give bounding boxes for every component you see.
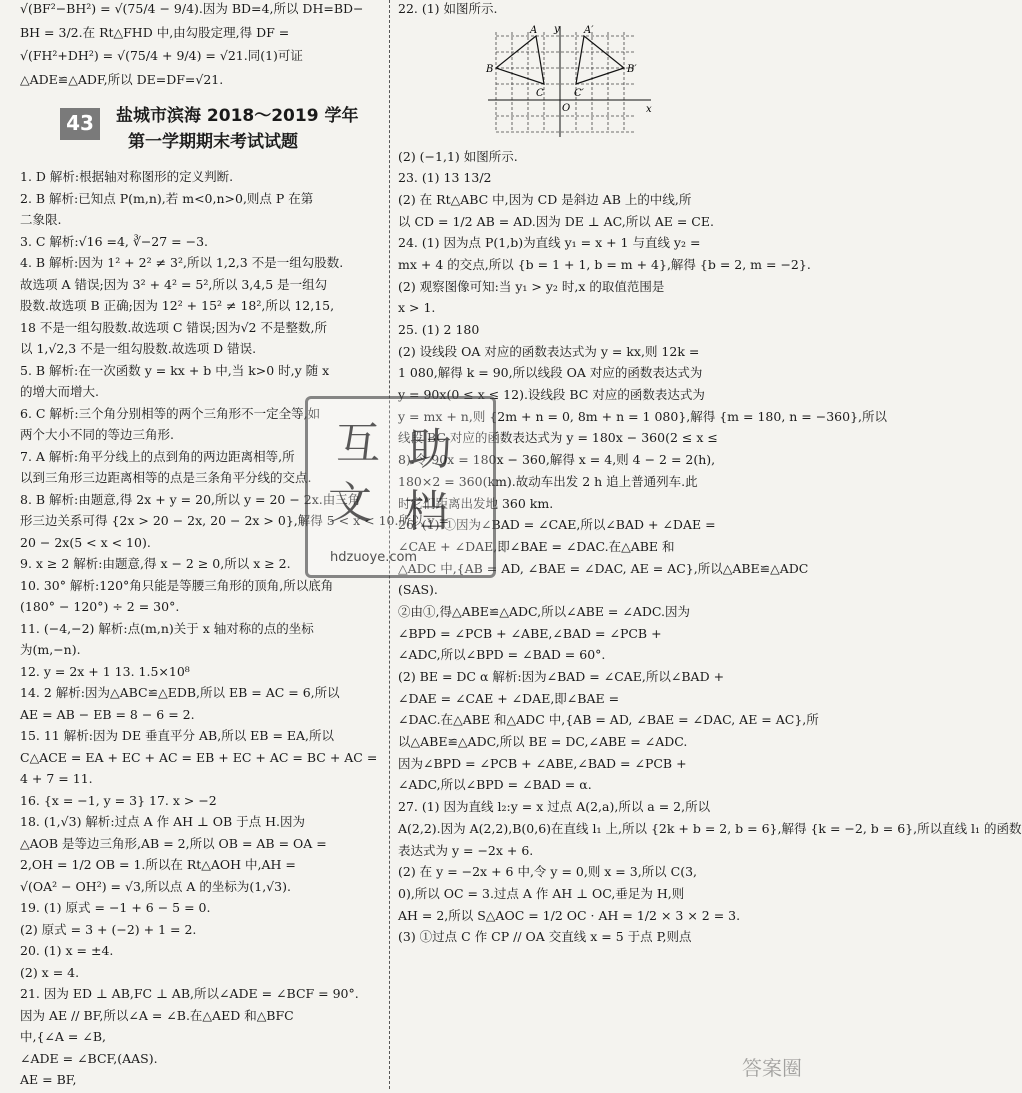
- point-label-c-prime: C′: [574, 87, 584, 99]
- text-line: 4. B 解析:因为 1² + 2² ≠ 3²,所以 1,2,3 不是一组勾股数.: [20, 255, 344, 270]
- text-line: 21. 因为 ED ⊥ AB,FC ⊥ AB,所以∠ADE = ∠BCF = 90°.: [20, 986, 359, 1001]
- text-line: △ADE≌△ADF,所以 DE=DF=√21.: [20, 71, 224, 87]
- text-line: 为(m,−n).: [20, 642, 81, 657]
- text-line: 180×2 = 360(km).故动车出发 2 h 追上普通列车.此: [398, 473, 698, 489]
- text-line: 形三边关系可得 {2x > 20 − 2x, 20 − 2x > 0},解得 5 < x < 10.所以 y =: [20, 513, 449, 528]
- text-line: (180° − 120°) ÷ 2 = 30°.: [20, 599, 180, 614]
- text-line: (2) 在 Rt△ABC 中,因为 CD 是斜边 AB 上的中线,所: [398, 191, 692, 207]
- text-line: 5. B 解析:在一次函数 y = kx + b 中,当 k>0 时,y 随 x: [20, 362, 330, 378]
- text-line: ∠BPD = ∠PCB + ∠ABE,∠BAD = ∠PCB +: [398, 625, 662, 641]
- point-label-c: C: [536, 87, 544, 99]
- section-title-line2: 第一学期期末考试试题: [128, 132, 298, 152]
- section-title-line1: 盐城市滨海 2018～2019 学年: [116, 106, 359, 126]
- text-line: 以到三角形三边距离相等的点是三条角平分线的交点.: [20, 470, 312, 485]
- text-line: (2) 设线段 OA 对应的函数表达式为 y = kx,则 12k =: [398, 343, 700, 359]
- section-header: [20, 98, 382, 160]
- text-line: 以 CD = 1/2 AB = AD.因为 DE ⊥ AC,所以 AE = CE.: [398, 213, 714, 229]
- text-line: (SAS).: [398, 582, 438, 598]
- watermark-stamp: [305, 396, 496, 578]
- point-label-a-prime: A′: [584, 24, 594, 36]
- text-line: 线段 BC 对应的函数表达式为 y = 180x − 360(2 ≤ x ≤: [398, 430, 718, 446]
- text-line: 15. 11 解析:因为 DE 垂直平分 AB,所以 EB = EA,所以: [20, 728, 335, 743]
- x-axis-label: x: [646, 103, 652, 115]
- text-line: AE = AB − EB = 8 − 6 = 2.: [20, 706, 195, 722]
- text-line: 8).令 90x = 180x − 360,解得 x = 4,则 4 − 2 = 2(h),: [398, 452, 716, 468]
- text-line: 23. (1) 13 13/2: [398, 170, 492, 186]
- text-line: 8. B 解析:由题意,得 2x + y = 20,所以 y = 20 − 2x.由三角: [20, 491, 361, 507]
- text-line: 16. {x = −1, y = 3} 17. x > −2: [20, 792, 217, 808]
- text-line: 1 080,解得 k = 90,所以线段 OA 对应的函数表达式为: [398, 365, 703, 381]
- text-line: ∠CAE + ∠DAE,即∠BAE = ∠DAC.在△ABE 和: [398, 538, 675, 554]
- text-line: 20 − 2x(5 < x < 10).: [20, 534, 151, 550]
- triangle-reflected: [576, 36, 624, 84]
- text-line: 26. (1) ①因为∠BAD = ∠CAE,所以∠BAD + ∠DAE =: [398, 517, 716, 533]
- text-line: 18 不是一组勾股数.故选项 C 错误;因为√2 不是整数,所: [20, 319, 327, 335]
- text-line: ∠ADE = ∠BCF,(AAS).: [20, 1050, 158, 1066]
- text-line: 9. x ≥ 2 解析:由题意,得 x − 2 ≥ 0,所以 x ≥ 2.: [20, 556, 291, 571]
- text-line: 因为 AE // BF,所以∠A = ∠B.在△AED 和△BFC: [20, 1007, 294, 1023]
- watermark-char: 档: [404, 486, 448, 537]
- text-line: (2) x = 4.: [20, 964, 80, 980]
- text-line: 18. (1,√3) 解析:过点 A 作 AH ⊥ OB 于点 H.因为: [20, 814, 305, 829]
- triangle-abc: [496, 36, 544, 84]
- text-line: mx + 4 的交点,所以 {b = 1 + 1, b = m + 4},解得 {b = 2, m = −2}.: [398, 256, 811, 272]
- text-line: (2) 原式 = 3 + (−2) + 1 = 2.: [20, 921, 197, 937]
- text-line: √(FH²+DH²) = √(75/4 + 9/4) = √21.同(1)可证: [20, 48, 303, 63]
- text-line: 10. 30° 解析:120°角只能是等腰三角形的顶角,所以底角: [20, 577, 334, 593]
- text-line: AE = BF,: [20, 1072, 77, 1087]
- text-line: 以△ABE≌△ADC,所以 BE = DC,∠ABE = ∠ADC.: [398, 734, 688, 750]
- point-label-a: A: [530, 24, 538, 36]
- text-line: AH = 2,所以 S△AOC = 1/2 OC · AH = 1/2 × 3 × 2 = 3.: [398, 907, 741, 923]
- text-line: (2) BE = DC α 解析:因为∠BAD = ∠CAE,所以∠BAD +: [398, 669, 725, 684]
- text-line: √(OA² − OH²) = √3,所以点 A 的坐标为(1,√3).: [20, 878, 291, 894]
- text-line: 11. (−4,−2) 解析:点(m,n)关于 x 轴对称的点的坐标: [20, 620, 314, 636]
- watermark-url: hdzuoye.com: [330, 550, 418, 565]
- text-line: 表达式为 y = −2x + 6.: [398, 842, 534, 858]
- watermark-char: 文: [328, 478, 372, 529]
- origin-label: O: [562, 102, 571, 114]
- point-label-b: B: [486, 63, 494, 75]
- text-line: ∠DAE = ∠CAE + ∠DAE,即∠BAE =: [398, 690, 620, 706]
- text-line: 的增大而增大.: [20, 384, 99, 399]
- text-line: x > 1.: [398, 300, 436, 316]
- text-line: 7. A 解析:角平分线上的点到角的两边距离相等,所: [20, 448, 295, 464]
- text-line: (2) (−1,1) 如图所示.: [398, 148, 518, 164]
- text-line: 2. B 解析:已知点 P(m,n),若 m<0,n>0,则点 P 在第: [20, 190, 314, 206]
- watermark-char: 助: [408, 424, 452, 475]
- text-line: 时它们距离出发地 360 km.: [398, 495, 554, 511]
- text-line: 25. (1) 2 180: [398, 322, 480, 337]
- coordinate-graph: [398, 18, 796, 148]
- q22-heading: 22. (1) 如图所示.: [398, 1, 498, 16]
- text-line: A(2,2).因为 A(2,2),B(0,6)在直线 l₁ 上,所以 {2k + b = 2, b = 6},解得 {k = −2, b = 6},所以直线 l₁ 的函数: [398, 820, 1022, 836]
- text-line: ②由①,得△ABE≌△ADC,所以∠ABE = ∠ADC.因为: [398, 603, 690, 619]
- text-line: 二象限.: [20, 212, 62, 227]
- text-line: △AOB 是等边三角形,AB = 2,所以 OB = AB = OA =: [20, 835, 327, 851]
- text-line: ∠ADC,所以∠BPD = ∠BAD = 60°.: [398, 647, 606, 663]
- text-line: y = mx + n,则 {2m + n = 0, 8m + n = 1 080},解得 {m = 180, n = −360},所以: [398, 408, 887, 424]
- text-line: y = 90x(0 ≤ x ≤ 12).设线段 BC 对应的函数表达式为: [398, 387, 705, 403]
- text-line: 14. 2 解析:因为△ABC≌△EDB,所以 EB = AC = 6,所以: [20, 685, 340, 700]
- corner-watermark: 答案圈: [742, 1056, 802, 1080]
- text-line: 20. (1) x = ±4.: [20, 943, 114, 958]
- text-line: 24. (1) 因为点 P(1,b)为直线 y₁ = x + 1 与直线 y₂ =: [398, 235, 701, 251]
- text-line: 股数.故选项 B 正确;因为 12² + 15² ≠ 18²,所以 12,15,: [20, 298, 335, 313]
- text-line: 1. D 解析:根据轴对称图形的定义判断.: [20, 169, 234, 184]
- text-line: ∠DAC.在△ABE 和△ADC 中,{AB = AD, ∠BAE = ∠DAC, AE = AC},所: [398, 712, 819, 728]
- text-line: C△ACE = EA + EC + AC = EB + EC + AC = BC + AC =: [20, 749, 378, 765]
- text-line: 27. (1) 因为直线 l₂:y = x 过点 A(2,a),所以 a = 2,所以: [398, 799, 711, 815]
- section-number: 43: [60, 108, 100, 140]
- text-line: 2,OH = 1/2 OB = 1.所以在 Rt△AOH 中,AH =: [20, 857, 296, 872]
- text-line: 因为∠BPD = ∠PCB + ∠ABE,∠BAD = ∠PCB +: [398, 755, 687, 771]
- text-line: (3) ①过点 C 作 CP // OA 交直线 x = 5 于点 P,则点: [398, 929, 692, 945]
- text-line: 故选项 A 错误;因为 3² + 4² = 5²,所以 3,4,5 是一组勾: [20, 276, 328, 292]
- text-line: √(BF²−BH²) = √(75/4 − 9/4).因为 BD=4,所以 DH=BD−: [20, 1, 364, 16]
- text-line: ∠ADC,所以∠BPD = ∠BAD = α.: [398, 777, 592, 793]
- point-label-b-prime: B′: [627, 63, 637, 75]
- graph-svg: [486, 22, 666, 142]
- text-line: (2) 在 y = −2x + 6 中,令 y = 0,则 x = 3,所以 C(3,: [398, 864, 698, 880]
- text-line: 两个大小不同的等边三角形.: [20, 427, 174, 442]
- text-line: 19. (1) 原式 = −1 + 6 − 5 = 0.: [20, 900, 211, 915]
- y-axis-label: y: [554, 23, 560, 35]
- text-line: 3. C 解析:√16 =4, ∛−27 = −3.: [20, 233, 209, 249]
- text-line: 以 1,√2,3 不是一组勾股数.故选项 D 错误.: [20, 341, 257, 356]
- text-line: BH = 3/2.在 Rt△FHD 中,由勾股定理,得 DF =: [20, 24, 290, 40]
- text-line: △ADC 中,{AB = AD, ∠BAE = ∠DAC, AE = AC},所以△ABE≌△ADC: [398, 560, 809, 576]
- text-line: 12. y = 2x + 1 13. 1.5×10⁸: [20, 663, 190, 679]
- text-line: 0),所以 OC = 3.过点 A 作 AH ⊥ OC,垂足为 H,则: [398, 885, 685, 901]
- text-line: (2) 观察图像可知:当 y₁ > y₂ 时,x 的取值范围是: [398, 278, 665, 294]
- watermark-char: 互: [336, 418, 380, 469]
- text-line: 中,{∠A = ∠B,: [20, 1029, 106, 1044]
- text-line: 6. C 解析:三个角分别相等的两个三角形不一定全等,如: [20, 405, 321, 421]
- text-line: 4 + 7 = 11.: [20, 771, 93, 786]
